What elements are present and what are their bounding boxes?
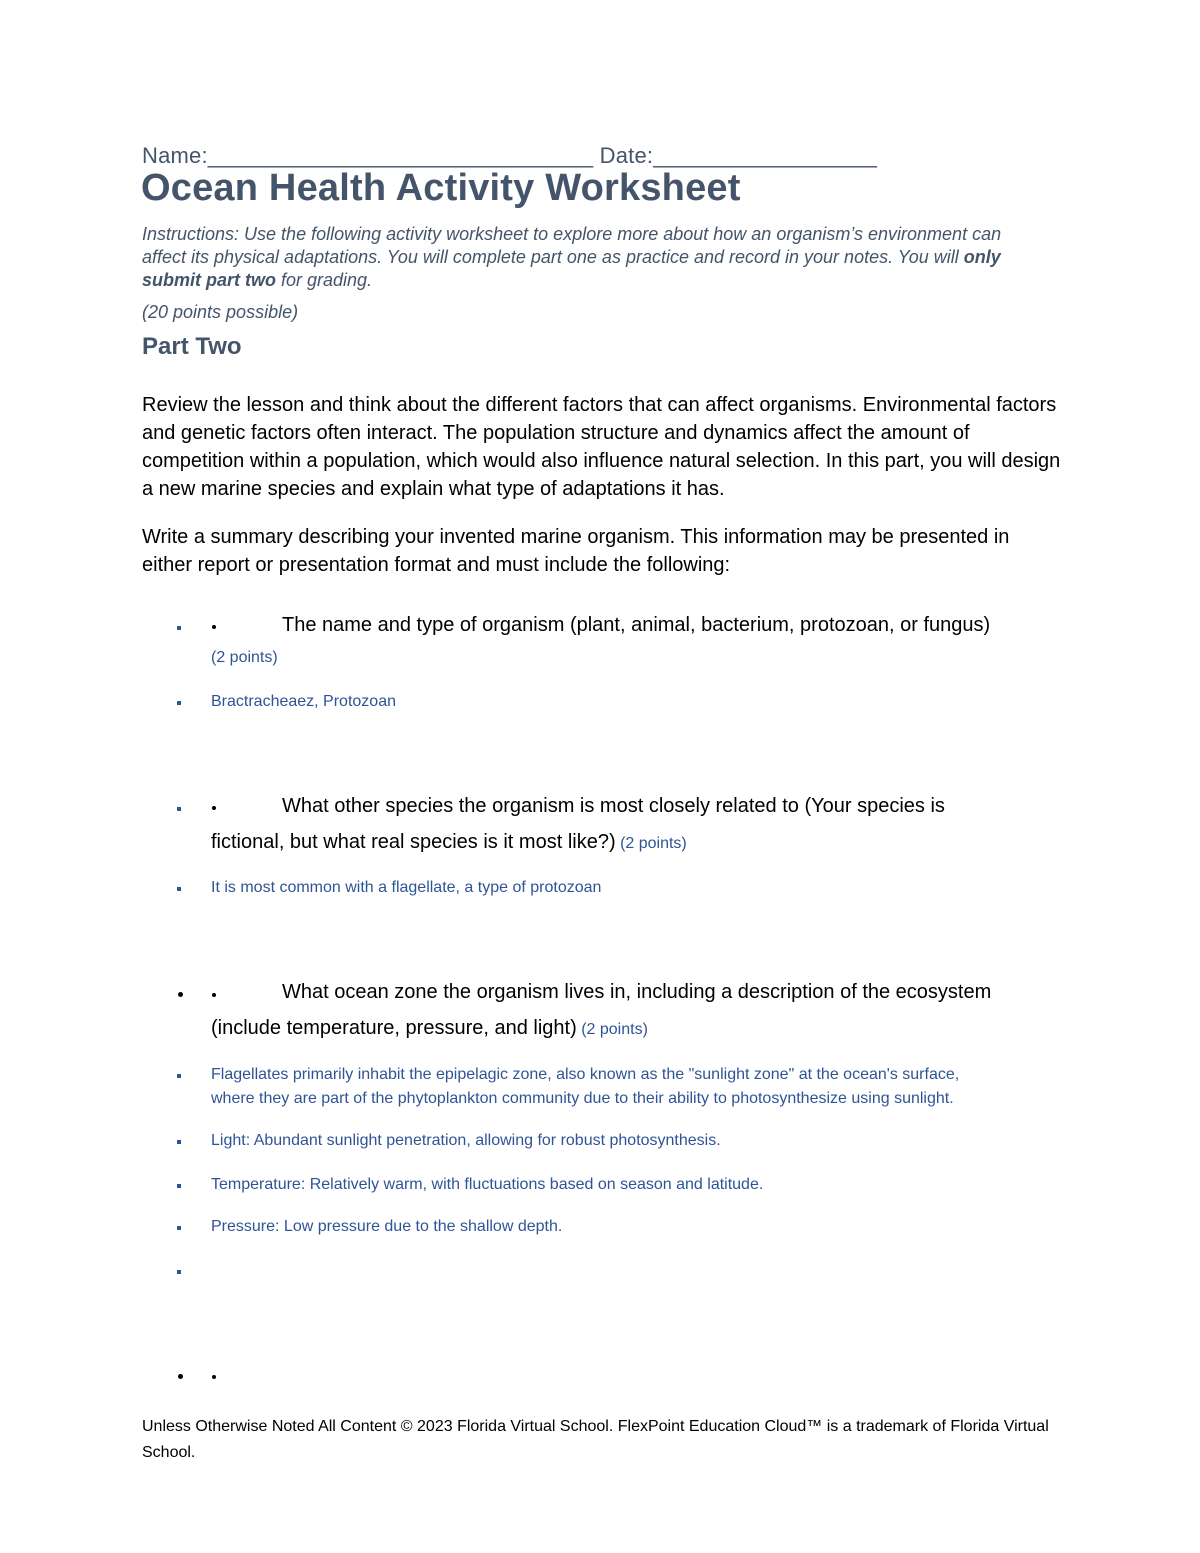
list-bullet <box>212 993 216 997</box>
name-date-line: Name:_______________________________ Date:__________________ <box>142 143 878 168</box>
list-bullet <box>177 887 181 891</box>
question-2-text: What other species the organism is most closely related to (Your species is <box>282 795 945 817</box>
list-bullet <box>177 1270 181 1274</box>
question-3-answer-light: Light: Abundant sunlight penetration, allowing for robust photosynthesis. <box>211 1132 721 1149</box>
question-3-answer-zone-2: where they are part of the phytoplankton community due to their ability to photosynthesize using sunlight. <box>211 1090 954 1107</box>
question-3-points: (2 points) <box>581 1021 648 1038</box>
list-bullet <box>178 992 183 997</box>
paragraph-summary: Write a summary describing your invented marine organism. This information may be presented in either report or presentation format and must include the following: <box>142 526 1010 576</box>
instructions-text-2: for grading. <box>276 270 373 290</box>
list-bullet <box>177 1140 181 1144</box>
question-2-text-cont: fictional, but what real species is it most like?) <box>211 831 616 853</box>
question-1-points: (2 points) <box>211 649 278 666</box>
question-3-line-2 <box>211 1017 648 1040</box>
copyright-footer: Unless Otherwise Noted All Content © 2023 Florida Virtual School. FlexPoint Education Cloud™ is a trademark of Florida Virtual School. <box>142 1418 1049 1461</box>
list-bullet <box>177 1226 181 1230</box>
question-3-answer-pressure: Pressure: Low pressure due to the shallow depth. <box>211 1218 563 1235</box>
question-3-text: What ocean zone the organism lives in, including a description of the ecosystem <box>282 981 992 1003</box>
question-3-answer-temperature: Temperature: Relatively warm, with fluctuations based on season and latitude. <box>211 1176 764 1193</box>
page-title: Ocean Health Activity Worksheet <box>141 167 741 209</box>
points-possible: (20 points possible) <box>142 302 299 322</box>
list-bullet <box>177 807 181 811</box>
list-bullet <box>178 1374 183 1379</box>
list-bullet <box>177 1184 181 1188</box>
question-2-answer: It is most common with a flagellate, a type of protozoan <box>211 879 602 896</box>
question-3-text-cont: (include temperature, pressure, and light) <box>211 1017 577 1039</box>
question-2-points: (2 points) <box>620 835 687 852</box>
question-1-answer: Bractracheaez, Protozoan <box>211 693 396 710</box>
list-bullet <box>177 1074 181 1078</box>
section-heading-part-two: Part Two <box>142 333 242 360</box>
question-1-text: The name and type of organism (plant, animal, bacterium, protozoan, or fungus) <box>282 614 991 636</box>
instructions-emphasis: only submit part two <box>142 247 1001 290</box>
list-bullet <box>212 806 216 810</box>
paragraph-review: Review the lesson and think about the different factors that can affect organisms. Environmental factors and genetic factors often interact. The population structure and dynamics affect the amount of competition within a population, which would also influence natural selection. In this part, you will design a new marine species and explain what type of adaptations it has. <box>142 394 1061 500</box>
list-bullet <box>177 626 181 630</box>
question-2-line-2 <box>211 831 687 854</box>
list-bullet <box>177 701 181 705</box>
list-bullet <box>212 625 216 629</box>
instructions-text-1: Instructions: Use the following activity worksheet to explore more about how an organism’s environment can affect its physical adaptations. You will complete part one as practice and record in your notes. You will <box>142 224 1002 267</box>
question-3-answer-zone-1: Flagellates primarily inhabit the epipelagic zone, also known as the "sunlight zone" at the ocean's surface, <box>211 1066 960 1083</box>
list-bullet <box>212 1375 216 1379</box>
instructions <box>142 223 1047 292</box>
